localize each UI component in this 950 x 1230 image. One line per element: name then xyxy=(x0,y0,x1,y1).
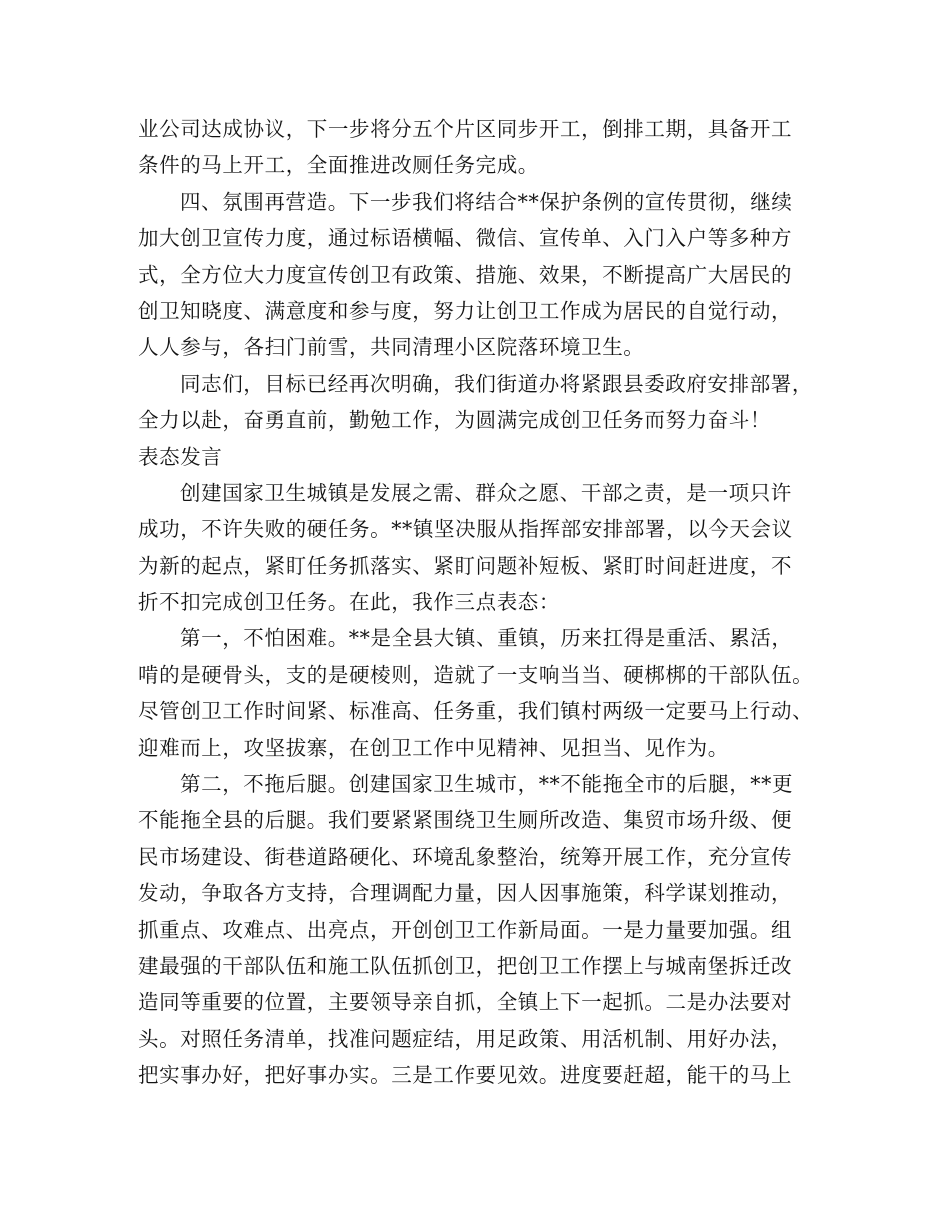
paragraph-first-line: 四、氛围再营造。下一步我们将结合**保护条例的宣传贯彻，继续 xyxy=(180,189,793,214)
paragraph-line: 民市场建设、街巷道路硬化、环境乱象整治，统筹开展工作，充分宣传 xyxy=(138,844,793,869)
paragraph-line: 造同等重要的位置，主要领导亲自抓，全镇上下一起抓。二是办法要对 xyxy=(138,990,793,1015)
paragraph-first-line: 创建国家卫生城镇是发展之需、群众之愿、干部之责，是一项只许 xyxy=(180,480,792,505)
paragraph-line: 条件的马上开工，全面推进改厕任务完成。 xyxy=(138,153,539,178)
paragraph-first-line: 第一，不怕困难。**是全县大镇、重镇，历来扛得是重活、累活， xyxy=(180,626,793,651)
paragraph-line: 抓重点、攻难点、出亮点，开创创卫工作新局面。一是力量要加强。组 xyxy=(138,917,793,942)
paragraph-line: 迎难而上，攻坚拔寨，在创卫工作中见精神、见担当、见作为。 xyxy=(138,735,729,760)
paragraph-line: 不能拖全县的后腿。我们要紧紧围绕卫生厕所改造、集贸市场升级、便 xyxy=(138,808,793,833)
paragraph-line: 头。对照任务清单，找准问题症结，用足政策、用活机制、用好办法， xyxy=(138,1026,793,1051)
paragraph-line: 创卫知晓度、满意度和参与度，努力让创卫工作成为居民的自觉行动， xyxy=(138,298,793,323)
paragraph-line: 啃的是硬骨头，支的是硬棱则，造就了一支响当当、硬梆梆的干部队伍。 xyxy=(138,662,814,687)
paragraph-line: 式，全方位大力度宣传创卫有政策、措施、效果，不断提高广大居民的 xyxy=(138,262,793,287)
paragraph-line: 把实事办好，把好事办实。三是工作要见效。进度要赶超，能干的马上 xyxy=(138,1063,793,1088)
paragraph-line: 发动，争取各方支持，合理调配力量，因人因事施策，科学谋划推动， xyxy=(138,881,793,906)
paragraph-line: 为新的起点，紧盯任务抓落实、紧盯问题补短板、紧盯时间赶进度，不 xyxy=(138,553,793,578)
paragraph-first-line: 第二，不拖后腿。创建国家卫生城市，**不能拖全市的后腿，**更 xyxy=(180,772,794,797)
paragraph-first-line: 同志们，目标已经再次明确，我们街道办将紧跟县委政府安排部署， xyxy=(180,371,813,396)
paragraph-line: 建最强的干部队伍和施工队伍抓创卫，把创卫工作摆上与城南堡拆迁改 xyxy=(138,953,793,978)
paragraph-line: 加大创卫宣传力度，通过标语横幅、微信、宣传单、入门入户等多种方 xyxy=(138,226,793,251)
paragraph-line: 成功，不许失败的硬任务。**镇坚决服从指挥部安排部署，以今天会议 xyxy=(138,517,793,542)
paragraph-line: 业公司达成协议，下一步将分五个片区同步开工，倒排工期，具备开工 xyxy=(138,117,793,141)
paragraph-line: 全力以赴，奋勇直前，勤勉工作，为圆满完成创卫任务而努力奋斗！ xyxy=(138,408,771,433)
paragraph-line: 折不扣完成创卫任务。在此，我作三点表态： xyxy=(138,590,560,615)
paragraph-line: 尽管创卫工作时间紧、标准高、任务重，我们镇村两级一定要马上行动、 xyxy=(138,699,814,724)
paragraph-line: 人人参与，各扫门前雪，共同清理小区院落环境卫生。 xyxy=(138,335,645,360)
paragraph-line: 表态发言 xyxy=(138,444,223,469)
document-page xyxy=(138,111,818,1094)
